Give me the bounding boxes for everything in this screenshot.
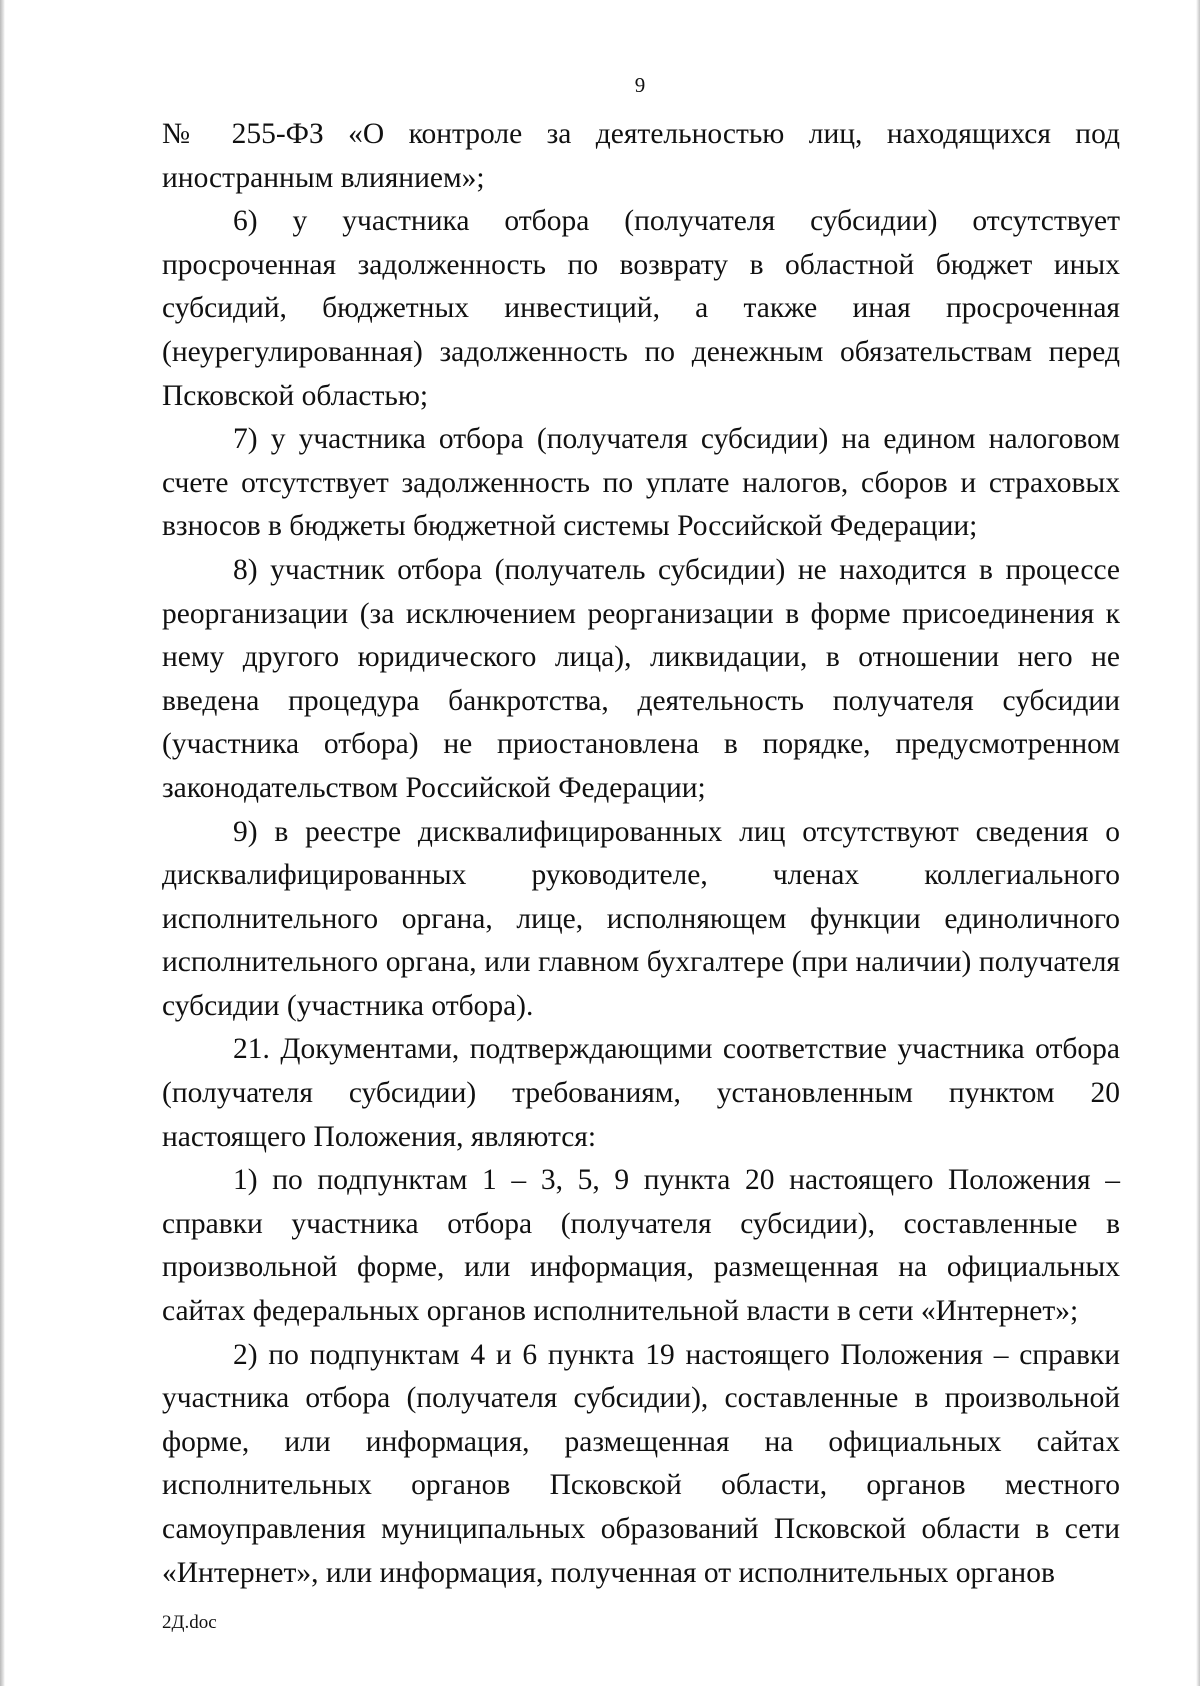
- paragraph-item-8: 8) участник отбора (получатель субсидии) не находится в процессе реорганизации (за исключением реорганизации в форме присоединения к нему другого юридического лица), ликвидации, в отношении него не введена процедура банкротства, деятельность получателя субсидии (участника отбора) не приостановлена в порядке, предусмотренном законодательством Российской Федерации;: [162, 553, 1120, 804]
- paragraph-clause-21: 21. Документами, подтверждающими соответствие участника отбора (получателя субсидии) требованиям, установленным пунктом 20 настоящего Положения, являются:: [162, 1033, 1120, 1153]
- paragraph-subitem-2: 2) по подпунктам 4 и 6 пункта 19 настоящего Положения – справки участника отбора (получателя субсидии), составленные в произвольной форме, или информация, размещенная на официальных сайтах исполнительных органов Псковской области, органов местного самоуправления муниципальных образований Псковской области в сети «Интернет», или информация, полученная от исполнительных органов: [162, 1338, 1120, 1589]
- paragraph-item-6: 6) у участника отбора (получателя субсидии) отсутствует просроченная задолженность по возврату в областной бюджет иных субсидий, бюджетных инвестиций, а также иная просроченная (неурегулированная) задолженность по денежным обязательствам перед Псковской областью;: [162, 205, 1120, 412]
- paragraph-subitem-1: 1) по подпунктам 1 – 3, 5, 9 пункта 20 настоящего Положения – справки участника отбора (получателя субсидии), составленные в произвольной форме, или информация, размещенная на официальных сайтах федеральных органов исполнительной власти в сети «Интернет»;: [162, 1164, 1120, 1328]
- paragraph-item-9: 9) в реестре дисквалифицированных лиц отсутствуют сведения о дисквалифицированных руководителе, членах коллегиального исполнительного органа, лице, исполняющем функции единоличного исполнительного органа, или главном бухгалтере (при наличии) получателя субсидии (участника отбора).: [162, 815, 1120, 1022]
- scan-right-edge: [1196, 0, 1200, 1686]
- document-body: [162, 113, 1120, 1595]
- page-number: 9: [634, 73, 646, 97]
- scan-left-edge: [0, 0, 5, 1686]
- paragraph-law-reference: № 255-ФЗ «О контроле за деятельностью лиц, находящихся под иностранным влиянием»;: [162, 118, 1120, 194]
- paragraph-item-7: 7) у участника отбора (получателя субсидии) на едином налоговом счете отсутствует задолженность по уплате налогов, сборов и страховых взносов в бюджеты бюджетной системы Российской Федерации;: [162, 423, 1120, 543]
- footer-filename: 2Д.doc: [162, 1612, 217, 1633]
